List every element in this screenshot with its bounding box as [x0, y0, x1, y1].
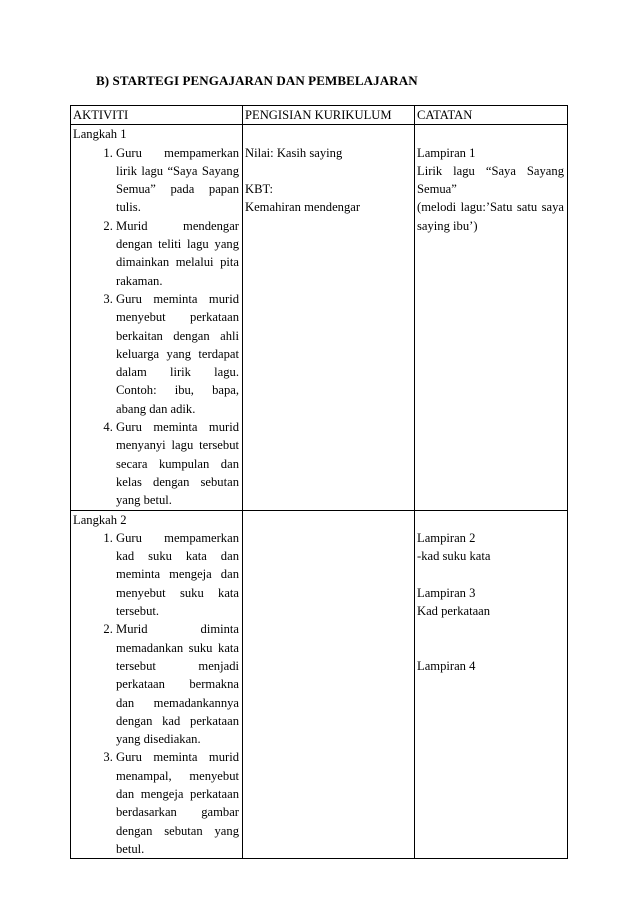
activity-cell	[71, 510, 243, 859]
list-item: 2. Murid mendengar dengan teliti lagu yang dimainkan melalui pita rakaman.	[116, 217, 239, 290]
notes-line: -kad suku kata	[417, 549, 491, 564]
activity-list	[73, 144, 239, 510]
table-row	[71, 510, 568, 859]
notes-line: Lirik lagu “Saya Sayang Semua”	[417, 163, 564, 197]
spacer-line	[417, 620, 564, 638]
notes-cell	[415, 125, 568, 510]
spacer-line	[245, 125, 411, 143]
notes-cell	[415, 510, 568, 859]
curriculum-cell	[243, 125, 415, 510]
list-item: 1. Guru mempamerkan lirik lagu “Saya Sayang Semua” pada papan tulis.	[116, 144, 239, 217]
notes-line: Lampiran 1	[417, 145, 476, 160]
spacer-line	[417, 511, 564, 529]
list-item: 2. Murid diminta memadankan suku kata tersebut menjadi perkataan bermakna dan memadankannya dengan kad perkataan yang disediakan.	[116, 620, 239, 748]
table-row	[71, 125, 568, 510]
curriculum-line: Nilai: Kasih saying	[245, 145, 343, 160]
list-item: 3. Guru meminta murid menyebut perkataan berkaitan dengan ahli keluarga yang terdapat dalam lirik lagu. Contoh: ibu, bapa, abang dan adik.	[116, 290, 239, 418]
section-heading: B) STARTEGI PENGAJARAN DAN PEMBELAJARAN	[96, 73, 418, 88]
activity-cell	[71, 125, 243, 510]
spacer-line	[417, 565, 564, 583]
notes-line: Lampiran 2	[417, 530, 476, 545]
step-title: Langkah 2	[73, 512, 127, 527]
table-header-row	[71, 106, 568, 125]
step-title: Langkah 1	[73, 127, 127, 142]
activity-list	[73, 529, 239, 858]
notes-line: Lampiran 4	[417, 658, 476, 673]
notes-line: Kad perkataan	[417, 604, 491, 619]
curriculum-line: KBT:	[245, 182, 274, 197]
column-header-pengisian-kurikulum: PENGISIAN KURIKULUM	[243, 106, 415, 125]
list-item: 4. Guru meminta murid menyanyi lagu tersebut secara kumpulan dan kelas dengan sebutan yang betul.	[116, 418, 239, 509]
lesson-strategy-table	[70, 105, 568, 859]
list-item: 3. Guru meminta murid menampal, menyebut dan mengeja perkataan berdasarkan gambar dengan sebutan yang betul.	[116, 748, 239, 858]
column-header-catatan: CATATAN	[415, 106, 568, 125]
notes-line: (melodi lagu:’Satu satu saya saying ibu’)	[417, 200, 564, 233]
list-item: 1. Guru mempamerkan kad suku kata dan meminta mengeja dan menyebut suku kata tersebut.	[116, 529, 239, 620]
curriculum-cell	[243, 510, 415, 859]
spacer-line	[245, 162, 411, 180]
spacer-line	[417, 639, 564, 657]
curriculum-line: Kemahiran mendengar	[245, 200, 361, 215]
spacer-line	[417, 125, 564, 143]
notes-line: Lampiran 3	[417, 585, 476, 600]
column-header-aktiviti: AKTIVITI	[71, 106, 243, 125]
